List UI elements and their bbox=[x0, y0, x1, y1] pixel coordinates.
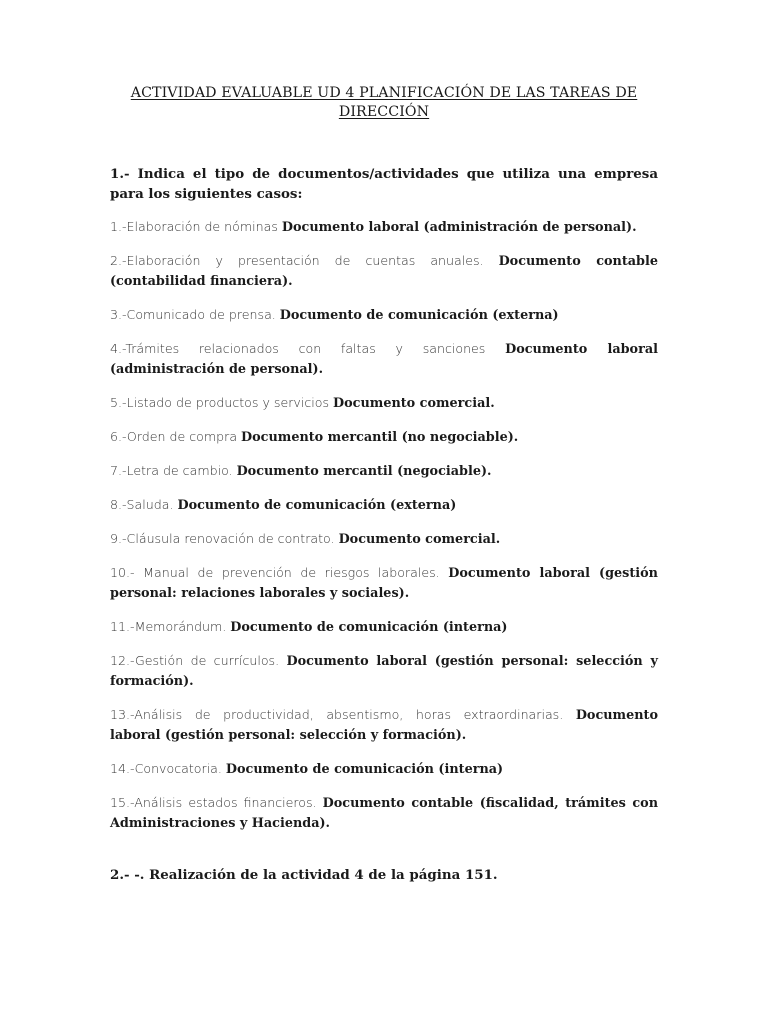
item-case-text: 11.-Memorándum. bbox=[110, 619, 231, 634]
item-answer-text: Documento de comunicación (interna) bbox=[225, 762, 504, 777]
answer-list bbox=[110, 217, 658, 834]
item-case-text: 15.-Análisis estados financieros. bbox=[110, 795, 323, 810]
item-answer-text: Documento contable (fiscalidad, trámites con Administraciones y Hacienda). bbox=[110, 796, 659, 831]
list-item bbox=[110, 563, 658, 604]
item-case-text: 12.-Gestión de currículos. bbox=[110, 653, 287, 668]
item-case-text: 9.-Cláusula renovación de contrato. bbox=[110, 531, 339, 546]
item-answer-text: Documento comercial. bbox=[333, 396, 495, 411]
item-case-text: 10.- Manual de prevención de riesgos laborales. bbox=[110, 565, 449, 580]
list-item bbox=[110, 251, 658, 292]
item-answer-text: Documento laboral (gestión personal: selección y formación). bbox=[110, 708, 658, 743]
list-item bbox=[110, 793, 658, 834]
question-1: 1.- Indica el tipo de documentos/actividades que utiliza una empresa para los siguientes casos: bbox=[110, 166, 658, 202]
item-answer-text: Documento de comunicación (externa) bbox=[279, 308, 559, 323]
item-answer-text: Documento laboral (gestión personal: relaciones laborales y sociales). bbox=[110, 566, 658, 601]
document-page bbox=[110, 84, 658, 885]
question-2: 2.- -. Realización de la actividad 4 de la página 151. bbox=[110, 867, 498, 883]
list-item bbox=[110, 759, 658, 780]
list-item bbox=[110, 617, 658, 638]
list-item bbox=[110, 461, 658, 482]
item-answer-text: Documento laboral (administración de personal). bbox=[281, 220, 637, 235]
item-case-text: 1.-Elaboración de nóminas bbox=[110, 219, 282, 234]
item-answer-text: Documento de comunicación (externa) bbox=[177, 498, 457, 513]
item-case-text: 5.-Listado de productos y servicios bbox=[110, 395, 334, 410]
item-answer-text: Documento comercial. bbox=[338, 532, 501, 547]
item-case-text: 6.-Orden de compra bbox=[110, 429, 242, 444]
document-title: ACTIVIDAD EVALUABLE UD 4 PLANIFICACIÓN DE LAS TAREAS DE DIRECCIÓN bbox=[130, 85, 638, 120]
list-item bbox=[110, 705, 658, 746]
item-case-text: 13.-Análisis de productividad, absentismo, horas extraordinarias. bbox=[110, 707, 576, 722]
item-case-text: 7.-Letra de cambio. bbox=[110, 463, 237, 478]
item-answer-text: Documento mercantil (negociable). bbox=[236, 464, 492, 479]
list-item bbox=[110, 339, 658, 380]
item-case-text: 8.-Saluda. bbox=[110, 497, 178, 512]
item-answer-text: Documento mercantil (no negociable). bbox=[241, 430, 519, 445]
item-answer-text: Documento contable (contabilidad financiera). bbox=[110, 254, 658, 289]
item-answer-text: Documento laboral (gestión personal: selección y formación). bbox=[110, 654, 658, 689]
list-item bbox=[110, 305, 658, 326]
item-case-text: 4.-Trámites relacionados con faltas y sanciones bbox=[110, 341, 506, 356]
item-case-text: 3.-Comunicado de prensa. bbox=[110, 307, 280, 322]
item-answer-text: Documento de comunicación (interna) bbox=[230, 620, 508, 635]
list-item bbox=[110, 495, 658, 516]
list-item bbox=[110, 217, 658, 238]
item-case-text: 14.-Convocatoria. bbox=[110, 761, 226, 776]
item-answer-text: Documento laboral (administración de personal). bbox=[110, 342, 658, 377]
list-item bbox=[110, 651, 658, 692]
list-item bbox=[110, 393, 658, 414]
list-item bbox=[110, 427, 658, 448]
item-case-text: 2.-Elaboración y presentación de cuentas anuales. bbox=[110, 253, 499, 268]
list-item bbox=[110, 529, 658, 550]
